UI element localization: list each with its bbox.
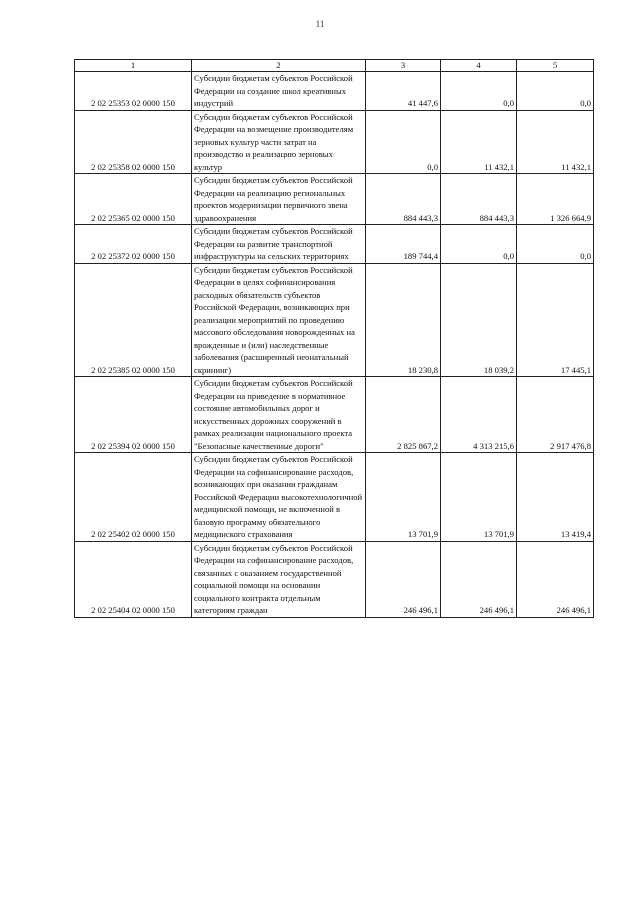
amount-col5: 11 432,1 [517,110,594,174]
amount-col3: 13 701,9 [366,453,441,542]
amount-col4: 0,0 [441,72,517,111]
subsidy-description: Субсидии бюджетам субъектов Российской Федерации на реализацию региональных проектов модернизации первичного звена здравоохранения [192,174,366,225]
amount-col4: 11 432,1 [441,110,517,174]
subsidy-description: Субсидии бюджетам субъектов Российской Федерации на возмещение производителям зерновых культур части затрат на производство и реализацию зерновых культур [192,110,366,174]
budget-code: 2 02 25394 02 0000 150 [75,377,192,453]
subsidy-description: Субсидии бюджетам субъектов Российской Федерации на софинансирование расходов, связанных с оказанием государственной социальной помощи на основании социального контракта отдельным категориям граждан [192,541,366,617]
amount-col5: 13 419,4 [517,453,594,542]
amount-col5: 1 326 664,9 [517,174,594,225]
amount-col5: 2 917 476,8 [517,377,594,453]
table-header-row [75,60,594,72]
column-header-5: 5 [517,60,594,72]
amount-col3: 246 496,1 [366,541,441,617]
budget-code: 2 02 25365 02 0000 150 [75,174,192,225]
amount-col3: 884 443,3 [366,174,441,225]
budget-code: 2 02 25385 02 0000 150 [75,263,192,377]
subsidy-description: Субсидии бюджетам субъектов Российской Федерации в целях софинансирования расходных обязательств субъектов Российской Федерации, возникающих при реализации мероприятий по проведению массового обследования новорожденных на врожденные и (или) наследственные заболевания (расширенный неонатальный скрининг) [192,263,366,377]
amount-col4: 18 039,2 [441,263,517,377]
budget-code: 2 02 25358 02 0000 150 [75,110,192,174]
amount-col5: 246 496,1 [517,541,594,617]
amount-col3: 41 447,6 [366,72,441,111]
amount-col3: 189 744,4 [366,225,441,264]
subsidy-description: Субсидии бюджетам субъектов Российской Федерации на софинансирование расходов, возникающих при оказании гражданам Российской Федерации высокотехнологичной медицинской помощи, не включенной в базовую программу обязательного медицинского страхования [192,453,366,542]
table-row [75,110,594,174]
budget-table [74,59,594,618]
amount-col3: 18 230,8 [366,263,441,377]
budget-code: 2 02 25402 02 0000 150 [75,453,192,542]
subsidy-description: Субсидии бюджетам субъектов Российской Федерации на создание школ креативных индустрий [192,72,366,111]
budget-code: 2 02 25372 02 0000 150 [75,225,192,264]
column-header-4: 4 [441,60,517,72]
amount-col4: 13 701,9 [441,453,517,542]
amount-col3: 2 825 867,2 [366,377,441,453]
table-row [75,174,594,225]
table-row [75,72,594,111]
table-row [75,541,594,617]
budget-code: 2 02 25404 02 0000 150 [75,541,192,617]
amount-col5: 0,0 [517,72,594,111]
subsidy-description: Субсидии бюджетам субъектов Российской Федерации на приведение в нормативное состояние автомобильных дорог и искусственных дорожных сооружений в рамках реализации национального проекта "Безопасные качественные дороги" [192,377,366,453]
amount-col3: 0,0 [366,110,441,174]
amount-col5: 17 445,1 [517,263,594,377]
column-header-3: 3 [366,60,441,72]
page-number: 11 [315,19,325,29]
budget-code: 2 02 25353 02 0000 150 [75,72,192,111]
amount-col5: 0,0 [517,225,594,264]
column-header-1: 1 [75,60,192,72]
table-row [75,453,594,542]
table-row [75,225,594,264]
subsidy-description: Субсидии бюджетам субъектов Российской Федерации на развитие транспортной инфраструктуры на сельских территориях [192,225,366,264]
amount-col4: 4 313 215,6 [441,377,517,453]
amount-col4: 0,0 [441,225,517,264]
table-row [75,377,594,453]
table-row [75,263,594,377]
amount-col4: 884 443,3 [441,174,517,225]
column-header-2: 2 [192,60,366,72]
amount-col4: 246 496,1 [441,541,517,617]
